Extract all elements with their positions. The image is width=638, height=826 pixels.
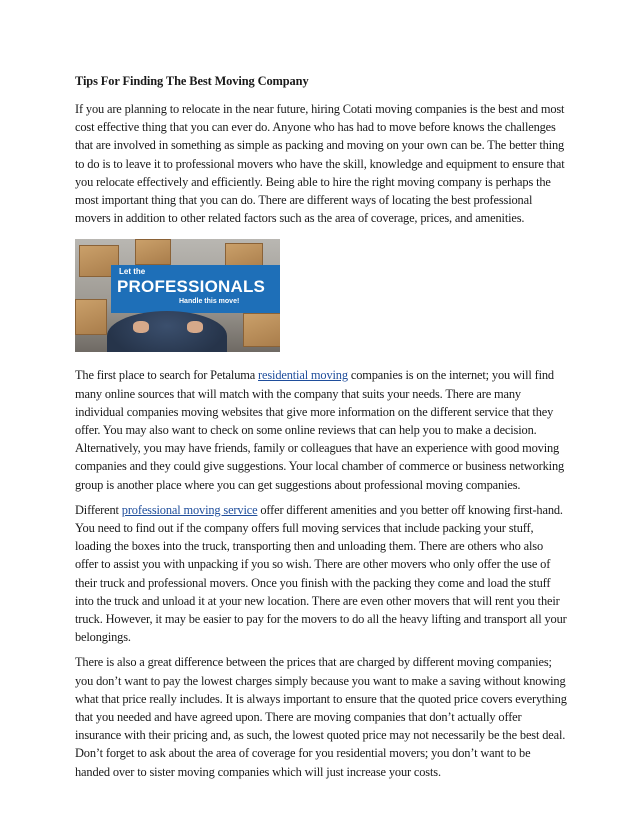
document-title: Tips For Finding The Best Moving Company [75,74,309,88]
paragraph-text: Different [75,502,122,517]
person-figure [107,311,227,352]
banner-line-small: Let the [119,267,146,277]
moving-box [243,313,280,347]
paragraph-amenities [75,501,567,647]
paragraph-text: offer different amenities and you better off knowing first-hand. You need to find out if the company offers full moving services that include packing your stuff, loading the boxes into the truck, transporting then and unloading them. There are others who also offer to assist you with unpacking if you so wish. There are other movers who only offer the use of their truck and professional movers. Once you finish with the packing they come and load the stuff into the truck and unload it at your new location. There are even other movers that will rent you their truck. However, it may be easier to pay for the movers to do all the heavy lifting and transport all your belongings. [75,502,567,645]
residential-moving-link[interactable]: residential moving [258,368,348,383]
paragraph-text: companies is on the internet; you will find many online sources that will match with the company that suits your needs. There are many individual companies moving websites that give more information on the different service that they offer. You may also want to check on some online reviews that can help you to make a decision. Alternatively, you may have friends, family or colleagues that have an experience with good moving companies and they could give suggestions. Your local chamber of commerce or business networking group is another place where you can get suggestions about professional moving companies. [75,368,565,492]
banner-line-main: PROFESSIONALS [117,277,266,297]
hand [187,321,203,333]
paragraph-search [75,366,567,493]
professional-moving-service-link[interactable]: professional moving service [121,502,258,517]
paragraph-text: The first place to search for Petaluma [75,368,259,383]
moving-box [135,239,171,265]
professionals-image [75,239,280,352]
paragraph-intro: If you are planning to relocate in the near future, hiring Cotati moving companies is the best and most cost effective thing that you can ever do. Anyone who has had to move before knows the challenges that are involved in something as simple as packing and moving on your own can be. The better thing to do is to leave it to professional movers who have the skill, knowledge and equipment to ensure that you relocate effectively and efficiently. Being able to hire the right moving company is perhaps the most important thing that you can do. There are different ways of locating the best professional movers in addition to other related factors such as the area of coverage, prices, and amenities. [75,102,565,226]
moving-box [75,299,107,335]
banner-line-sub: Handle this move! [179,298,240,306]
hand [133,321,149,333]
paragraph-prices: There is also a great difference between the prices that are charged by different moving companies; you don’t want to pay the lowest charges simply because you want to make a saving without knowing what that price really includes. It is always important to ensure that the quoted price covers everything that you needed and have agreed upon. There are moving companies that don’t actually offer insurance with their pricing and, as such, the lowest quoted price may not necessarily be the best deal. Don’t forget to ask about the area of coverage for you residential movers; you don’t want to be handed over to sister moving companies which will just increase your costs. [75,655,567,779]
document-page [75,72,567,788]
